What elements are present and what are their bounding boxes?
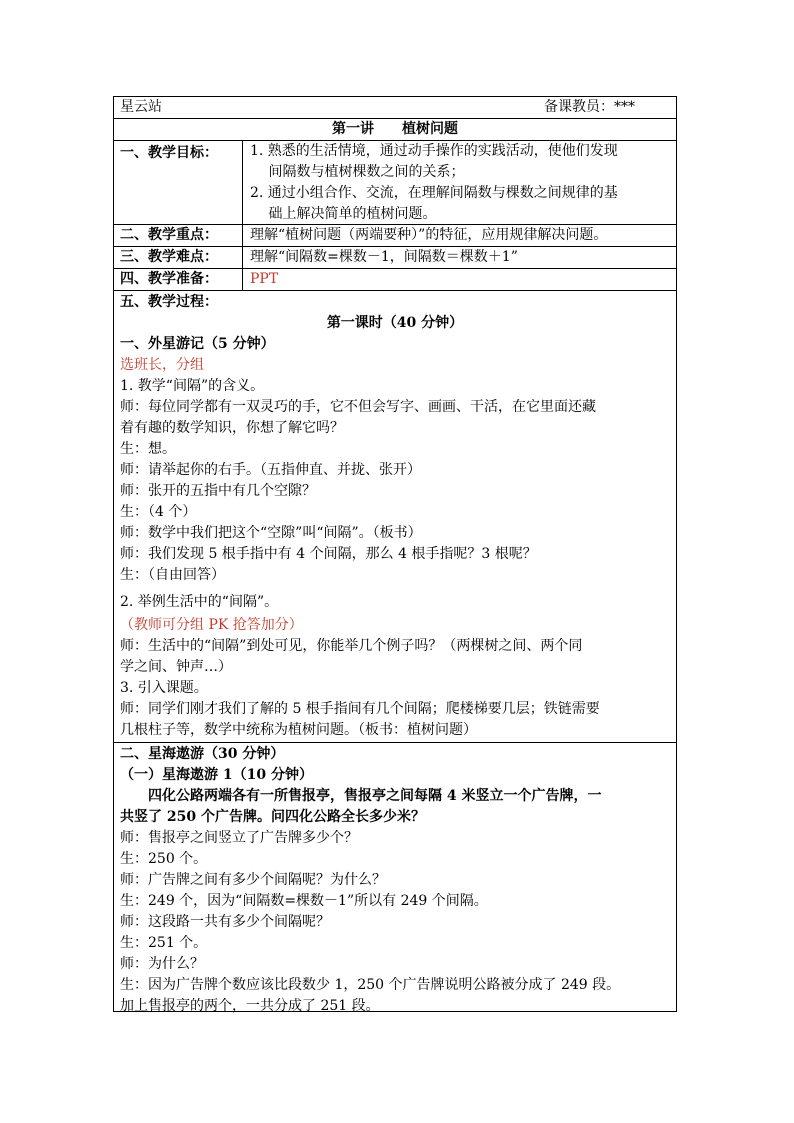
preparation-text: PPT	[250, 271, 279, 287]
dialog-line: 加上售报亭的两个，一共分成了 251 段。	[120, 998, 380, 1014]
part1-item2: 2. 举例生活中的“间隔”。	[120, 594, 279, 610]
objective-line: 2. 通过小组合作、交流，在理解间隔数与棵数之间规律的基	[250, 185, 618, 201]
header-row	[114, 97, 676, 119]
part1-title: 一、外星游记（5 分钟）	[120, 336, 275, 352]
teacher-label: 备课教员：***	[544, 99, 635, 115]
lesson-plan-table	[113, 96, 677, 1012]
key-points-label: 二、教学重点：	[120, 227, 218, 243]
dialog-line: 1. 教学“间隔”的含义。	[120, 378, 265, 394]
row-objectives	[114, 141, 676, 225]
dialog-line: 师：这段路一共有多少个间隔呢？	[120, 914, 330, 930]
dialog-line: 3. 引入课题。	[120, 680, 208, 696]
difficulty-text: 理解“间隔数=棵数－1，间隔数＝棵数＋1”	[250, 249, 518, 265]
difficulty-label: 三、教学难点：	[120, 249, 218, 265]
objective-line: 1. 熟悉的生活情境，通过动手操作的实践活动，使他们发现	[250, 143, 618, 159]
dialog-line: 生：想。	[120, 441, 176, 457]
dialog-line: 师：张开的五指中有几个空隙？	[120, 483, 316, 499]
row-process-part1	[114, 291, 676, 743]
problem-line: 四化公路两端各有一所售报亭，售报亭之间每隔 4 米竖立一个广告牌，一	[120, 788, 602, 804]
objectives-label: 一、教学目标：	[120, 145, 218, 161]
dialog-line: 生：249 个，因为“间隔数=棵数－1”所以有 249 个间隔。	[120, 893, 488, 909]
dialog-line: 师：数学中我们把这个“空隙”叫“间隔”。（板书）	[120, 525, 422, 541]
dialog-line: 师：我们发现 5 根手指中有 4 个间隔，那么 4 根手指呢？3 根呢？	[120, 546, 537, 562]
row-difficulty	[114, 247, 676, 269]
page-title: 第一讲 植树问题	[332, 121, 458, 137]
dialog-line: 师：售报亭之间竖立了广告牌多少个？	[120, 830, 358, 846]
row-preparation	[114, 269, 676, 291]
part2-subtitle: （一）星海遨游 1（10 分钟）	[120, 767, 313, 783]
title-row	[114, 119, 676, 141]
dialog-line: 生：（4 个）	[120, 504, 197, 520]
dialog-line: 学之间、钟声…）	[120, 659, 232, 675]
station-name: 星云站	[120, 99, 162, 115]
process-heading: 五、教学过程：	[120, 294, 218, 310]
preparation-label: 四、教学准备：	[120, 271, 218, 287]
dialog-line: 师：为什么？	[120, 956, 204, 972]
key-points-text: 理解“植树问题（两端要种）”的特征，应用规律解决问题。	[250, 227, 608, 243]
row-key-points	[114, 225, 676, 247]
dialog-line: 生：因为广告牌个数应该比段数少 1，250 个广告牌说明公路被分成了 249 段。	[120, 977, 621, 993]
problem-line: 共竖了 250 个广告牌。问四化公路全长多少米？	[120, 809, 425, 825]
dialog-line: 生：250 个。	[120, 851, 208, 867]
part2-title: 二、星海遨游（30 分钟）	[120, 746, 285, 762]
lesson-duration: 第一课时（40 分钟）	[326, 315, 464, 331]
dialog-line: 师：每位同学都有一双灵巧的手，它不但会写字、画画、干活，在它里面还藏	[120, 399, 596, 415]
dialog-line: 几根柱子等，数学中统称为植树问题。（板书：植树问题）	[120, 722, 477, 738]
row-process-part2	[114, 743, 676, 1014]
objective-line: 础上解决简单的植树问题。	[250, 206, 437, 222]
dialog-line: 着有趣的数学知识，你想了解它吗？	[120, 420, 344, 436]
dialog-line: 生：251 个。	[120, 935, 208, 951]
part1-note2: （教师可分组 PK 抢答加分）	[120, 617, 303, 633]
dialog-line: 师：请举起你的右手。（五指伸直、并拢、张开）	[120, 462, 421, 478]
dialog-line: 师：生活中的“间隔”到处可见，你能举几个例子吗？（两棵树之间、两个同	[120, 638, 583, 654]
dialog-line: 师：广告牌之间有多少个间隔呢？为什么？	[120, 872, 386, 888]
objective-line: 间隔数与植树棵数之间的关系；	[250, 164, 465, 180]
dialog-line: 师：同学们刚才我们了解的 5 根手指间有几个间隔；爬楼梯要几层；铁链需要	[120, 701, 600, 717]
part1-note: 选班长，分组	[120, 357, 204, 373]
dialog-line: 生：（自由回答）	[120, 567, 225, 583]
